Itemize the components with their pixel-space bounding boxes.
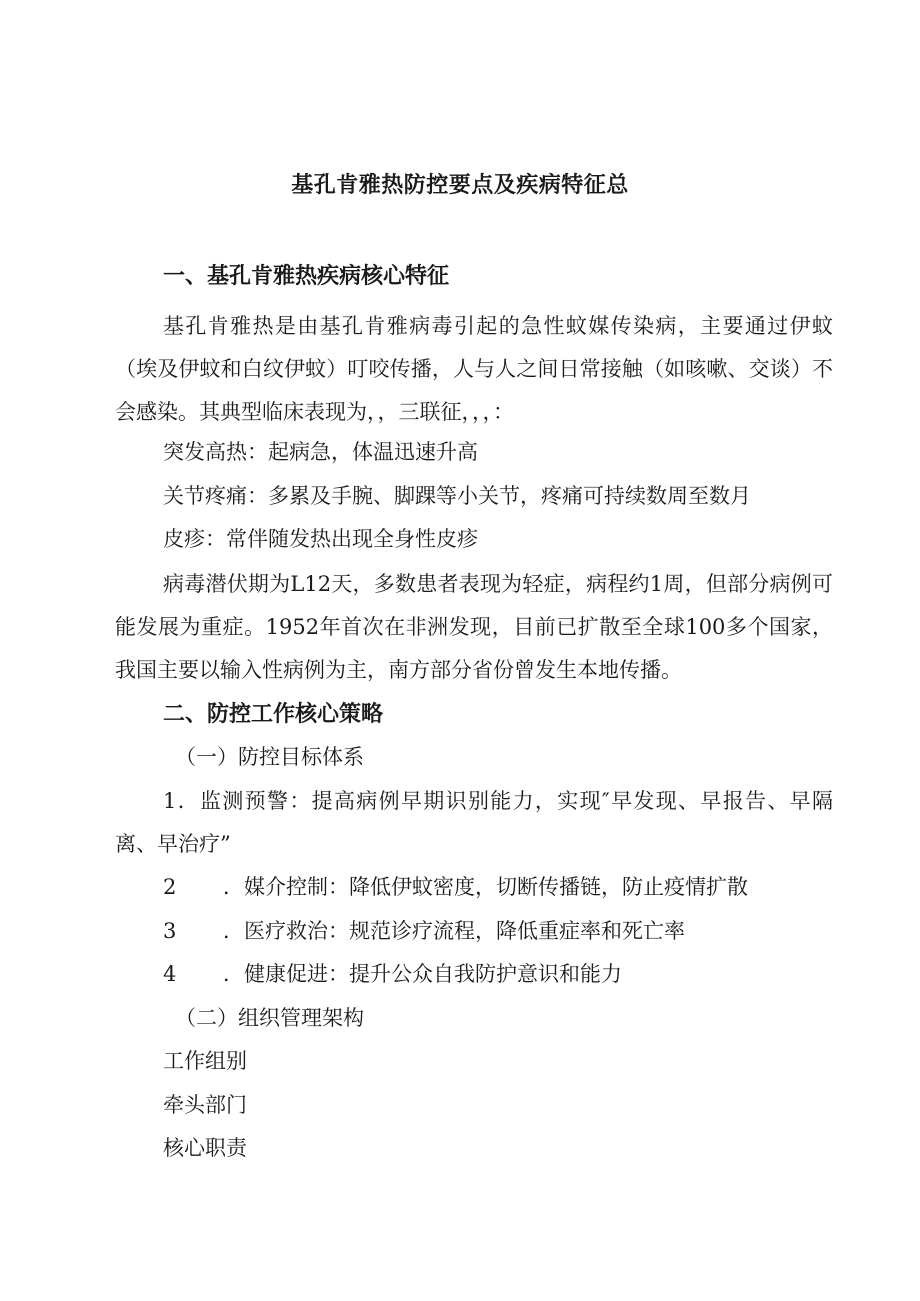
symptom-fever: 突发高热：起病急，体温迅速升高 [163, 440, 478, 464]
goal-text: ．医疗救治：规范诊疗流程，降低重症率和死亡率 [223, 919, 685, 943]
goal-text: ．媒介控制：降低伊蚊密度，切断传播链，防止疫情扩散 [223, 875, 748, 899]
page-title: 基孔肯雅热防控要点及疾病特征总 [291, 173, 629, 198]
goal-item-3 [163, 916, 685, 946]
goal-text: ．监测预警：提高病例早期识别能力，实现″早发现、早报告、早隔离、早治疗” [115, 789, 833, 856]
subsection-heading-goals: （一）防控目标体系 [175, 745, 364, 769]
goal-number: 1 [163, 789, 177, 813]
goal-item-1 [115, 780, 833, 866]
section-heading-1: 一、基孔肯雅热疾病核心特征 [163, 264, 450, 289]
subsection-heading-org: （二）组织管理架构 [175, 1006, 364, 1030]
org-label-group: 工作组别 [163, 1049, 247, 1073]
goal-text: ．健康促进：提升公众自我防护意识和能力 [223, 962, 622, 986]
intro-paragraph: 基孔肯雅热是由基孔肯雅病毒引起的急性蚊媒传染病，主要通过伊蚊（埃及伊蚊和白纹伊蚊）叮咬传播，人与人之间日常接触（如咳嗽、交谈）不会感染。其典型临床表现为，，三联征，，，： [115, 314, 833, 424]
org-label-duties: 核心职责 [163, 1136, 247, 1160]
epidemiology-paragraph: 病毒潜伏期为L12天，多数患者表现为轻症，病程约1周，但部分病例可能发展为重症。1952年首次在非洲发现，目前已扩散至全球100多个国家，我国主要以输入性病例为主，南方部分省份曾发生本地传播。 [115, 572, 833, 682]
goal-number: 4 [163, 962, 177, 986]
goal-number: 3 [163, 919, 177, 943]
symptom-rash: 皮疹：常伴随发热出现全身性皮疹 [163, 527, 478, 551]
goal-item-4 [163, 959, 622, 989]
section-heading-2: 二、防控工作核心策略 [163, 702, 384, 727]
symptom-joint-pain: 关节疼痛：多累及手腕、脚踝等小关节，疼痛可持续数周至数月 [163, 484, 751, 508]
goal-item-2 [163, 872, 748, 902]
org-label-department: 牵头部门 [163, 1093, 247, 1117]
goal-number: 2 [163, 875, 177, 899]
